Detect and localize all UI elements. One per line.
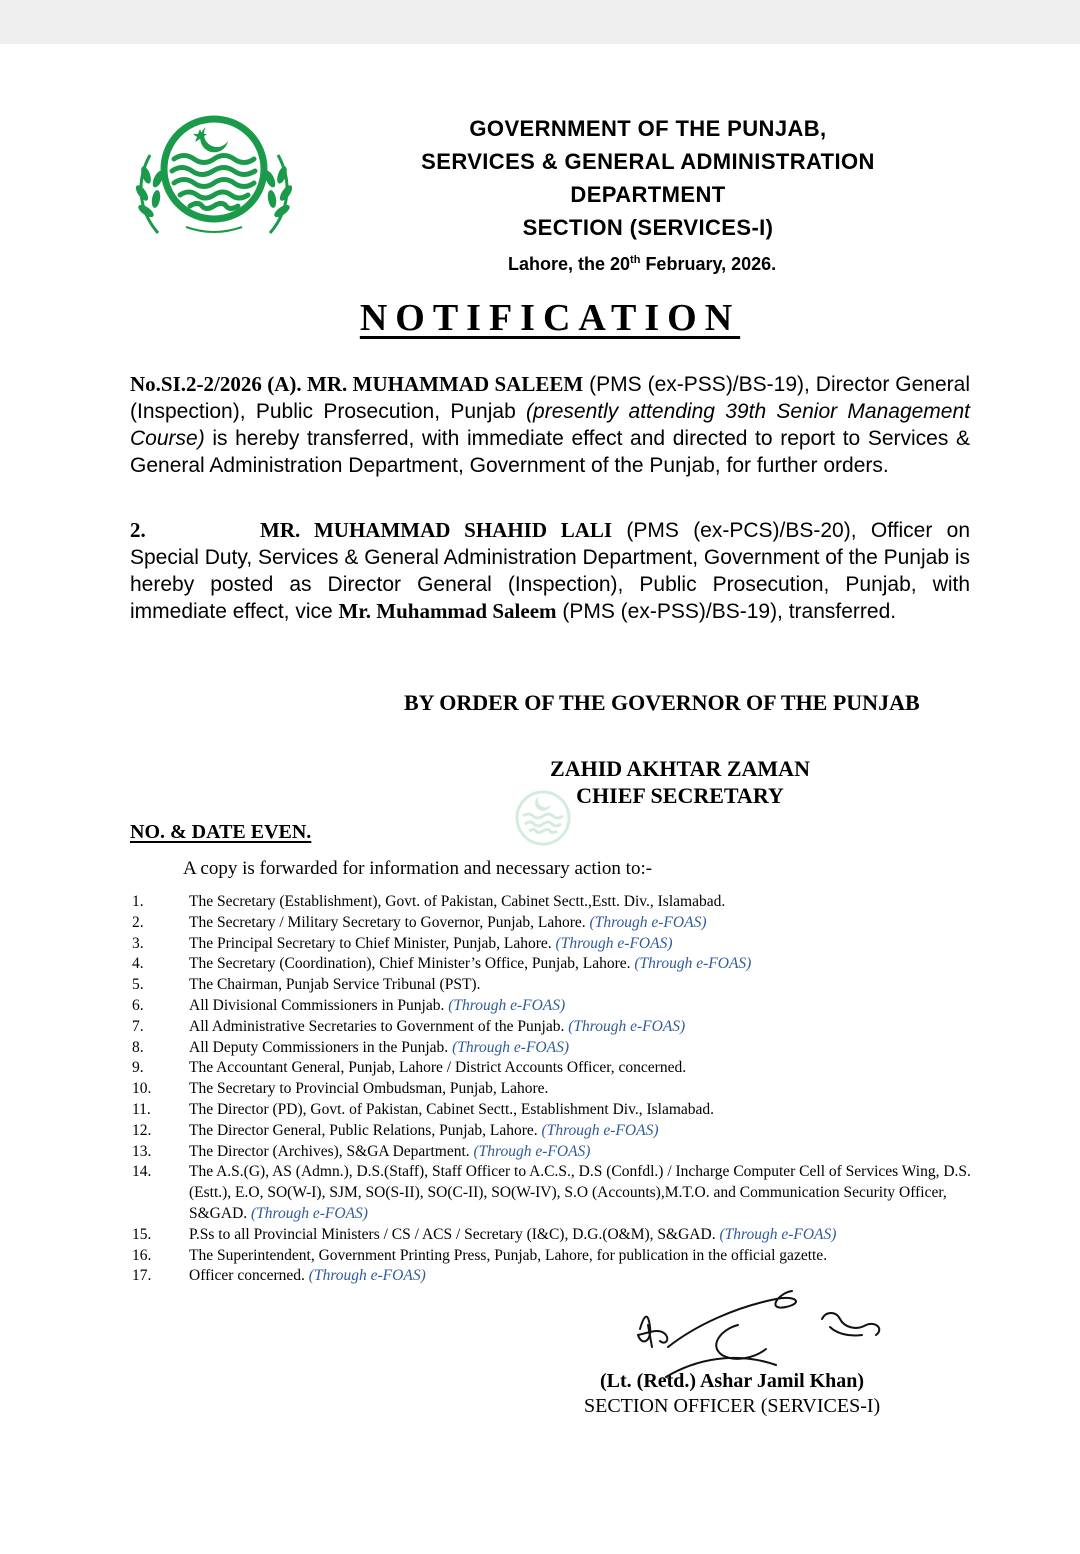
- list-item-text: The Director (Archives), S&GA Department. (Through e-FOAS): [189, 1142, 591, 1160]
- list-item-text: All Deputy Commissioners in the Punjab. (Through e-FOAS): [189, 1038, 570, 1056]
- through-e-foas-note: (Through e-FOAS): [568, 1017, 686, 1035]
- officer-name-2: MR. MUHAMMAD SHAHID LALI: [260, 518, 613, 542]
- list-item: [132, 1162, 992, 1224]
- section-officer-title: SECTION OFFICER (SERVICES-I): [584, 1395, 881, 1417]
- order-line: BY ORDER OF THE GOVERNOR OF THE PUNJAB: [404, 690, 920, 715]
- list-item: [132, 1246, 992, 1267]
- list-item-number: 1.: [132, 893, 144, 910]
- through-e-foas-note: (Through e-FOAS): [555, 934, 673, 952]
- through-e-foas-note: (Through e-FOAS): [473, 1142, 591, 1160]
- through-e-foas-note: (Through e-FOAS): [634, 955, 752, 973]
- list-item: [132, 1079, 992, 1100]
- list-item-number: 8.: [132, 1038, 144, 1056]
- list-item-text: The Principal Secretary to Chief Minister, Punjab, Lahore. (Through e-FOAS): [189, 934, 673, 952]
- notification-date: Lahore, the 20th February, 2026.: [508, 254, 777, 274]
- through-e-foas-note: (Through e-FOAS): [719, 1225, 837, 1243]
- header-line-4: SECTION (SERVICES-I): [522, 215, 774, 240]
- list-item-text: All Administrative Secretaries to Government of the Punjab. (Through e-FOAS): [189, 1017, 686, 1035]
- list-item-text: The Superintendent, Government Printing Press, Punjab, Lahore, for publication in the official gazette.: [189, 1246, 828, 1264]
- list-item-number: 9.: [132, 1059, 144, 1077]
- list-item-text: The Chairman, Punjab Service Tribunal (PST).: [189, 976, 481, 994]
- punjab-emblem-icon: [128, 115, 300, 243]
- recipient-list: [132, 892, 992, 1287]
- section-officer-name: (Lt. (Retd.) Ashar Jamil Khan): [600, 1370, 865, 1392]
- list-item-text: Officer concerned. (Through e-FOAS): [189, 1267, 426, 1285]
- paragraph-2: 2. MR. MUHAMMAD SHAHID LALI (PMS (ex-PCS)/BS-20), Officer on Special Duty, Services & General Administration Department, Government of the Punjab is hereby posted as Director General (Inspection), Public Prosecution, Punjab, with immediate effect, vice Mr. Muhammad Saleem (PMS (ex-PSS)/BS-19), transferred.: [130, 518, 971, 623]
- list-item: [132, 892, 992, 913]
- list-item-number: 3.: [132, 934, 144, 952]
- department-header: [340, 112, 956, 244]
- no-date-even: NO. & DATE EVEN.: [130, 821, 312, 843]
- list-item: [132, 1121, 992, 1142]
- list-item-text: The Director General, Public Relations, Punjab, Lahore. (Through e-FOAS): [189, 1121, 659, 1139]
- list-item-text: The A.S.(G), AS (Admn.), D.S.(Staff), Staff Officer to A.C.S., D.S (Confdl.) / Incharge Computer Cell of Services Wing, D.S.(Estt.), E.O, SO(W-I), SJM, SO(S-II), SO(C-II), SO(W-IV), S.O (Accounts),M.T.O. and Communication Security Officer, S&GAD. (Through e-FOAS): [189, 1163, 971, 1222]
- through-e-foas-note: (Through e-FOAS): [541, 1121, 659, 1139]
- list-item-number: 13.: [132, 1142, 152, 1160]
- list-item-text: All Divisional Commissioners in Punjab. (Through e-FOAS): [189, 996, 566, 1014]
- list-item-text: The Secretary to Provincial Ombudsman, Punjab, Lahore.: [189, 1080, 549, 1098]
- paragraph-number: 2.: [130, 518, 146, 542]
- signer-name: ZAHID AKHTAR ZAMAN: [550, 756, 810, 781]
- list-item-text: The Secretary / Military Secretary to Governor, Punjab, Lahore. (Through e-FOAS): [189, 913, 707, 931]
- through-e-foas-note: (Through e-FOAS): [589, 913, 707, 931]
- list-item-text: The Secretary (Coordination), Chief Minister’s Office, Punjab, Lahore. (Through e-FOAS): [189, 955, 752, 973]
- notification-ref: No.SI.2-2/2026 (A).: [130, 372, 302, 396]
- list-item-number: 7.: [132, 1017, 144, 1035]
- list-item: [132, 1225, 992, 1246]
- list-item: [132, 975, 992, 996]
- list-item: [132, 913, 992, 934]
- header-line-2: SERVICES & GENERAL ADMINISTRATION: [421, 149, 875, 174]
- list-item-number: 5.: [132, 976, 144, 994]
- paragraph-1: No.SI.2-2/2026 (A). MR. MUHAMMAD SALEEM (PMS (ex-PSS)/BS-19), Director General (Inspection), Public Prosecution, Punjab (presently attending 39th Senior Management Course) is hereby transferred, with immediate effect and directed to report to Services & General Administration Department, Government of the Punjab, for further orders.: [130, 372, 970, 477]
- list-item-text: The Secretary (Establishment), Govt. of Pakistan, Cabinet Sectt.,Estt. Div., Islamabad.: [189, 893, 726, 910]
- page-title: NOTIFICATION: [359, 297, 741, 339]
- list-item: [132, 954, 992, 975]
- list-item-number: 16.: [132, 1246, 152, 1264]
- list-item-number: 2.: [132, 913, 144, 931]
- watermark-emblem-icon: [505, 788, 581, 848]
- through-e-foas-note: (Through e-FOAS): [452, 1038, 570, 1056]
- through-e-foas-note: (Through e-FOAS): [251, 1204, 368, 1222]
- copy-forward-line: A copy is forwarded for information and necessary action to:-: [183, 858, 653, 879]
- list-item-text: The Accountant General, Punjab, Lahore / District Accounts Officer, concerned.: [189, 1059, 687, 1077]
- viewer-top-bar: [0, 0, 1080, 44]
- header-line-3: DEPARTMENT: [570, 182, 726, 207]
- through-e-foas-note: (Through e-FOAS): [448, 996, 566, 1014]
- list-item-number: 11.: [132, 1100, 151, 1118]
- list-item-number: 14.: [132, 1163, 152, 1181]
- list-item: [132, 1017, 992, 1038]
- through-e-foas-note: (Through e-FOAS): [308, 1267, 426, 1285]
- vice-name: Mr. Muhammad Saleem: [338, 599, 557, 623]
- list-item-number: 10.: [132, 1080, 152, 1098]
- list-item-number: 12.: [132, 1121, 152, 1139]
- course-note: (presently attending 39th Senior Management Course): [130, 400, 970, 450]
- signer-title: CHIEF SECRETARY: [576, 783, 784, 808]
- list-item-number: 6.: [132, 996, 144, 1014]
- list-item: [132, 996, 992, 1017]
- list-item-number: 17.: [132, 1267, 152, 1285]
- list-item-number: 4.: [132, 955, 144, 973]
- list-item: [132, 1142, 992, 1163]
- list-item-text: The Director (PD), Govt. of Pakistan, Cabinet Sectt., Establishment Div., Islamabad.: [189, 1100, 715, 1118]
- list-item: [132, 934, 992, 955]
- header-line-1: GOVERNMENT OF THE PUNJAB,: [469, 116, 827, 141]
- list-item: [132, 1058, 992, 1079]
- list-item: [132, 1100, 992, 1121]
- list-item-text: P.Ss to all Provincial Ministers / CS / ACS / Secretary (I&C), D.G.(O&M), S&GAD. (Through e-FOAS): [189, 1225, 837, 1243]
- list-item-number: 15.: [132, 1225, 152, 1243]
- list-item: [132, 1038, 992, 1059]
- officer-name-1: MR. MUHAMMAD SALEEM: [301, 372, 584, 396]
